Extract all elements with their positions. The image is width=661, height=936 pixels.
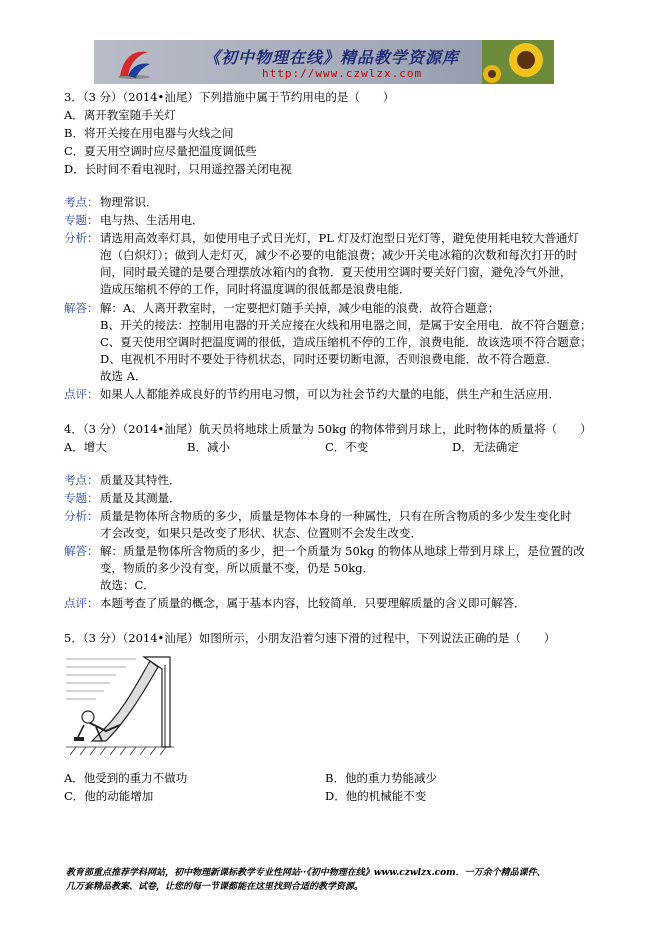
q3-fenxi-line: 造成压缩机不停的工作，同时将温度调的很低都是浪费电能． bbox=[100, 282, 411, 296]
q4-jieda-line: 变，物质的多少没有变，所以质量不变，仍是 50kg． bbox=[100, 561, 375, 575]
q3-kaodian-text: 物理常识． bbox=[100, 195, 158, 209]
q4-fenxi-line: 质量是物体所含物质的多少，质量是物体本身的一种属性，只有在所含物质的多少发生变化时 bbox=[100, 509, 572, 523]
q3-option-b: B．将开关接在用电器与火线之间 bbox=[64, 126, 234, 140]
q5-option-b: B．他的重力势能减少 bbox=[325, 771, 437, 785]
q3-fenxi-label: 分析： bbox=[64, 231, 99, 245]
q3-jieda-label: 解答： bbox=[64, 301, 99, 315]
q5-option-c: C．他的动能增加 bbox=[64, 789, 154, 803]
q3-jieda-line: 故选 A． bbox=[100, 369, 147, 383]
q3-jieda-line: C、夏天使用空调时把温度调的很低，造成压缩机不停的工作，浪费电能．故该选项不符合题意； bbox=[100, 335, 592, 349]
banner-title: 《初中物理在线》精品教学资源库 bbox=[204, 48, 460, 67]
q4-zhuanti-text: 质量及其测量． bbox=[100, 491, 181, 505]
q4-option-c: C．不变 bbox=[325, 440, 369, 454]
q5-option-a: A．他受到的重力不做功 bbox=[64, 771, 188, 785]
q3-zhuanti-label: 专题： bbox=[64, 213, 99, 227]
q3-fenxi-line: 请选用高效率灯具，如使用电子式日光灯，PL 灯及灯泡型日光灯等，避免使用耗电较大普通灯 bbox=[100, 231, 580, 245]
q3-fenxi-line: 泡（白炽灯）；做到人走灯灭，减少不必要的电能浪费；减少开关电冰箱的次数和每次打开的时 bbox=[100, 248, 578, 262]
q4-kaodian-label: 考点： bbox=[64, 473, 99, 487]
q3-option-a: A．离开教室随手关灯 bbox=[64, 108, 176, 122]
q3-fenxi-line: 间，同时最关键的是要合理摆放冰箱内的食物．夏天使用空调时要关好门窗，避免冷气外泄， bbox=[100, 265, 572, 279]
q3-kaodian-label: 考点： bbox=[64, 195, 99, 209]
q4-option-b: B．减小 bbox=[187, 440, 230, 454]
q4-jieda-line: 故选：C． bbox=[100, 578, 155, 592]
q3-jieda-line: B、开关的接法：控制用电器的开关应接在火线和用电器之间，是属于安全用电．故不符合题意； bbox=[100, 318, 592, 332]
q4-dianping-label: 点评： bbox=[64, 596, 99, 610]
logo-icon bbox=[114, 46, 154, 80]
page-footer bbox=[66, 866, 546, 894]
q3-option-c: C．夏天用空调时应尽量把温度调低些 bbox=[64, 144, 257, 158]
slide-illustration bbox=[66, 655, 174, 757]
q4-kaodian-text: 质量及其特性． bbox=[100, 473, 181, 487]
q3-dianping-text: 如果人人都能养成良好的节约用电习惯，可以为社会节约大量的电能，供生产和生活应用． bbox=[100, 387, 560, 401]
sunflower-icon bbox=[482, 40, 554, 84]
q4-fenxi-label: 分析： bbox=[64, 509, 99, 523]
footer-line: 几万套精品教案、试卷，让您的每一节课都能在这里找到合适的教学资源。 bbox=[66, 882, 364, 892]
q3-option-d: D．长时间不看电视时，只用遥控器关闭电视 bbox=[64, 162, 292, 176]
footer-line: 教育部重点推荐学科网站，初中物理新课标教学专业性网站··《初中物理在线》www.czwlzx.com．一万余个精品课件、 bbox=[66, 868, 546, 878]
q4-option-d: D．无法确定 bbox=[452, 440, 519, 454]
q4-option-a: A．增大 bbox=[64, 440, 107, 454]
q5-option-d: D．他的机械能不变 bbox=[325, 789, 427, 803]
header-banner bbox=[94, 40, 554, 84]
banner-url[interactable]: http://www.czwlzx.com bbox=[262, 67, 423, 80]
q4-jieda-label: 解答： bbox=[64, 544, 99, 558]
q4-stem: 4．（3 分）（2014•汕尾）航天员将地球上质量为 50kg 的物体带到月球上，此时物体的质量将（ ） bbox=[64, 422, 592, 436]
q3-stem: 3．（3 分）（2014•汕尾）下列措施中属于节约用电的是（ ） bbox=[64, 90, 395, 104]
q5-stem: 5．（3 分）（2014•汕尾）如图所示，小朋友沿着匀速下滑的过程中，下列说法正确的是（ ） bbox=[64, 631, 556, 645]
q3-zhuanti-text: 电与热、生活用电． bbox=[100, 213, 204, 227]
q4-fenxi-line: 才会改变，如果只是改变了形状、状态、位置则不会发生改变． bbox=[100, 526, 422, 540]
q4-zhuanti-label: 专题： bbox=[64, 491, 99, 505]
q4-dianping-text: 本题考查了质量的概念，属于基本内容，比较简单．只要理解质量的含义即可解答． bbox=[100, 596, 526, 610]
q3-jieda-line: D、电视机不用时不要处于待机状态，同时还要切断电源，否则浪费电能．故不符合题意． bbox=[100, 352, 558, 366]
q3-jieda-line: 解：A、人离开教室时，一定要把灯随手关掉，减少电能的浪费．故符合题意； bbox=[100, 301, 500, 315]
q4-jieda-line: 解：质量是物体所含物质的多少，把一个质量为 50kg 的物体从地球上带到月球上，是位置的改 bbox=[100, 544, 585, 558]
q3-dianping-label: 点评： bbox=[64, 387, 99, 401]
